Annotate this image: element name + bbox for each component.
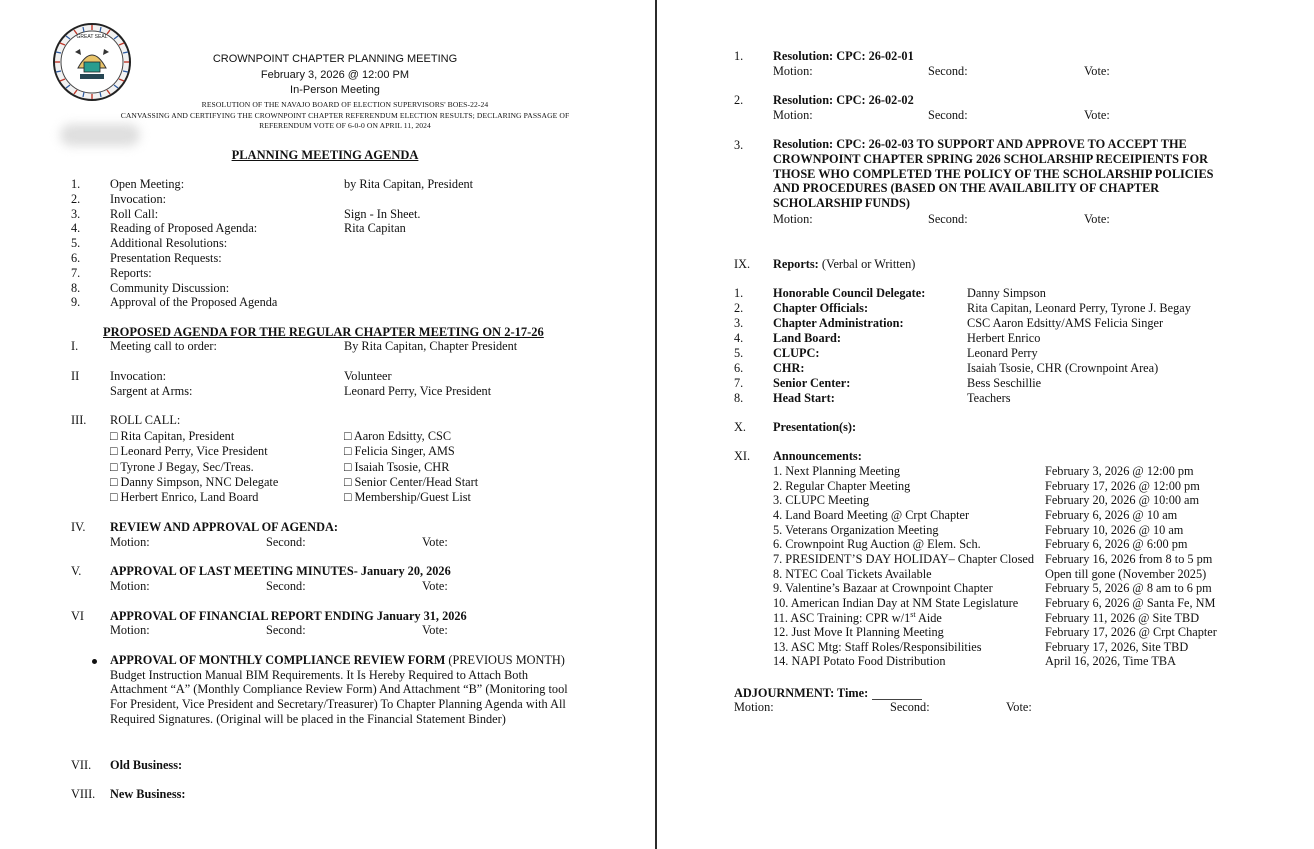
reports-sub: (Verbal or Written) [821,257,916,271]
resolution-1-vote: Vote: [1084,64,1110,78]
resolution-3-vote: Vote: [1084,212,1110,226]
meeting-type: In-Person Meeting [290,84,380,96]
presentations-label: Presentation(s): [773,420,857,434]
report-item-value: Leonard Perry [967,346,1038,360]
review-label: REVIEW AND APPROVAL OF AGENDA: [110,520,338,534]
report-item-num: 1. [734,286,744,300]
minutes-second: Second: [266,579,306,593]
invocation-value: Volunteer [344,369,392,383]
roll-call-member: □ Danny Simpson, NNC Delegate [110,474,279,489]
planning-item-label: Reading of Proposed Agenda: [110,221,258,236]
planning-item-num: 6. [71,251,81,265]
planning-item-label: Community Discussion: [110,280,230,295]
call-to-order-label: Meeting call to order: [110,339,217,353]
review-vote: Vote: [422,535,448,549]
resolution-2-second: Second: [928,108,968,122]
announcement-event: 6. Crownpoint Rug Auction @ Elem. Sch. [773,537,981,552]
call-to-order-num: I. [71,339,79,353]
announcement-event: 10. American Indian Day at NM State Legislature [773,595,1019,610]
roll-call-member: □ Herbert Enrico, Land Board [110,490,259,505]
review-motion: Motion: [110,535,150,549]
resolution-line-1: RESOLUTION OF THE NAVAJO BOARD OF ELECTION SUPERVISORS' BOES-22-24 [201,100,489,109]
roll-call-member: □ Isaiah Tsosie, CHR [344,459,450,474]
planning-item-label: Approval of the Proposed Agenda [110,295,278,310]
adjournment-heading [734,686,922,700]
announcement-date: February 17, 2026, Site TBD [1045,639,1189,654]
roll-call-label: ROLL CALL: [110,413,181,427]
planning-item-num: 9. [71,295,81,310]
report-item-label: Senior Center: [773,376,851,390]
roll-call-member: □ Membership/Guest List [344,490,471,505]
planning-item-num: 3. [71,206,81,221]
report-item-label: Head Start: [773,391,835,405]
financial-label: APPROVAL OF FINANCIAL REPORT ENDING January 31, 2026 [110,609,467,623]
reports-label: Reports: [773,257,819,271]
report-item-value: Teachers [967,391,1011,405]
resolution-1-motion: Motion: [773,64,813,78]
resolution-3-title: Resolution: CPC: 26-02-03 TO SUPPORT AND APPROVE TO ACCEPT THE CROWNPOINT CHAPTER SPRING 2026 SCHOLARSHIP RECEIPIENTS FOR THOSE WHO COMPLETED THE POLICY OF THE SCHOLARSHIP POLICIES AND PROCEDURES (BASED ON THE AVAILABILITY OF CHAPTER SCHOLARSHIP FUNDS) [773,137,1214,211]
report-item-value: CSC Aaron Edsitty/AMS Felicia Singer [967,316,1164,330]
old-business-label: Old Business: [110,758,183,772]
call-to-order-value: By Rita Capitan, Chapter President [344,339,518,353]
announcement-date: February 6, 2026 @ Santa Fe, NM [1045,595,1216,610]
financial-motion: Motion: [110,623,150,637]
adjournment-second: Second: [890,700,930,714]
report-item-value: Danny Simpson [967,286,1046,300]
announcement-date: February 5, 2026 @ 8 am to 6 pm [1045,581,1212,596]
planning-item-label: Presentation Requests: [110,251,222,265]
planning-item-value: Sign - In Sheet. [344,206,421,221]
announcement-date: February 3, 2026 @ 12:00 pm [1045,464,1194,478]
report-item-num: 2. [734,301,744,315]
report-item-num: 8. [734,391,744,405]
roll-call-member: □ Senior Center/Head Start [344,474,479,489]
announcements-label: Announcements: [773,449,862,463]
resolution-1-num: 1. [734,49,744,63]
left-page [0,0,655,849]
roll-call-member: □ Aaron Edsitty, CSC [344,429,452,443]
report-item-num: 7. [734,376,744,390]
resolution-3-second: Second: [928,212,968,226]
reports-heading [773,257,915,271]
adjournment-motion: Motion: [734,700,774,714]
announcement-date: February 20, 2026 @ 10:00 am [1045,493,1200,508]
announcements-num: XI. [734,449,751,463]
reports-num: IX. [734,257,751,271]
review-second: Second: [266,535,306,549]
roll-call-member: □ Leonard Perry, Vice President [110,444,268,459]
resolution-1-second: Second: [928,64,968,78]
announcement-event: 9. Valentine’s Bazaar at Crownpoint Chapter [773,581,993,596]
announcement-event: 8. NTEC Coal Tickets Available [773,566,932,581]
planning-item-num: 5. [71,236,81,251]
report-item-num: 5. [734,346,744,360]
new-business-label: New Business: [110,787,186,801]
new-business-num: VIII. [71,787,96,801]
resolution-2-vote: Vote: [1084,108,1110,122]
roll-call-member: □ Felicia Singer, AMS [344,444,455,459]
old-business-num: VII. [71,758,92,772]
report-item-label: CLUPC: [773,346,820,360]
resolution-2-num: 2. [734,93,744,107]
report-item-value: Herbert Enrico [967,331,1041,345]
resolution-line-2: CANVASSING AND CERTIFYING THE CROWNPOINT CHAPTER REFERENDUM ELECTION RESULTS; DECLARING PASSAGE OF [120,111,570,120]
financial-vote: Vote: [422,623,448,637]
announcement-date: February 6, 2026 @ 6:00 pm [1045,537,1188,552]
resolution-2-motion: Motion: [773,108,813,122]
announcement-date: February 17, 2026 @ Crpt Chapter [1045,625,1217,640]
announcement-event: 12. Just Move It Planning Meeting [773,625,944,640]
announcement-event: 13. ASC Mtg: Staff Roles/Responsibilities [773,639,982,654]
report-item-label: Chapter Administration: [773,316,904,330]
svg-text:GREAT SEAL: GREAT SEAL [76,34,108,40]
planning-item-label: Roll Call: [110,206,159,221]
announcement-date: February 10, 2026 @ 10 am [1045,522,1184,537]
announcement-event: 7. PRESIDENT’S DAY HOLIDAY– Chapter Closed [773,551,1034,566]
announcement-date: Open till gone (November 2025) [1045,566,1207,581]
minutes-label: APPROVAL OF LAST MEETING MINUTES- January 20, 2026 [110,564,451,578]
review-num: IV. [71,520,86,534]
presentations-num: X. [734,420,746,434]
roll-call-member: □ Tyrone J Begay, Sec/Treas. [110,459,254,474]
report-item-value: Isaiah Tsosie, CHR (Crownpoint Area) [967,361,1159,375]
planning-item-label: Additional Resolutions: [110,236,228,251]
announcement-date: April 16, 2026, Time TBA [1045,654,1176,669]
navajo-nation-seal [48,22,136,102]
report-item-label: Chapter Officials: [773,301,869,315]
planning-item-value: Rita Capitan [344,221,406,236]
announcement-event: 2. Regular Chapter Meeting [773,478,911,493]
announcement-event: 4. Land Board Meeting @ Crpt Chapter [773,507,970,522]
planning-item-num: 7. [71,265,81,280]
financial-second: Second: [266,623,306,637]
financial-num: VI [71,609,84,623]
adjournment-label: ADJOURNMENT: Time: [734,686,869,700]
report-item-value: Bess Seschillie [967,376,1042,390]
sargent-label: Sargent at Arms: [110,384,193,398]
compliance-text: (PREVIOUS MONTH) Budget Instruction Manual BIM Requirements. It Is Hereby Required to Attach Both Attachment “A” (Monthly Compliance Review Form) And Attachment “B” (Monitoring tool For President, Vice President and Secretary/Treasurer) To Chapter Planning Agenda with All Required Signatures. (Original will be placed in the Financial Statement Binder) [110,653,568,726]
planning-item-num: 8. [71,280,81,295]
report-item-num: 3. [734,316,744,330]
announcement-date: February 16, 2026 from 8 to 5 pm [1045,551,1213,566]
planning-item-label: Invocation: [110,191,167,206]
minutes-motion: Motion: [110,579,150,593]
minutes-num: V. [71,564,82,578]
right-page [657,0,1314,849]
sargent-value: Leonard Perry, Vice President [344,384,492,398]
announcement-event: 5. Veterans Organization Meeting [773,522,939,537]
announcement-event: 3. CLUPC Meeting [773,493,869,508]
compliance-bold: APPROVAL OF MONTHLY COMPLIANCE REVIEW FORM [110,653,446,667]
compliance-paragraph [110,653,580,727]
planning-item-value: by Rita Capitan, President [344,177,474,191]
roll-call-member: □ Rita Capitan, President [110,429,235,443]
planning-item-num: 1. [71,177,81,191]
resolution-1-title: Resolution: CPC: 26-02-01 [773,49,914,63]
adjournment-vote: Vote: [1006,700,1032,714]
announcement-event: 1. Next Planning Meeting [773,464,901,478]
announcement-event: 11. ASC Training: CPR w/1st Aide [773,609,942,625]
meeting-title: CROWNPOINT CHAPTER PLANNING MEETING [212,53,458,65]
meeting-date: February 3, 2026 @ 12:00 PM [260,69,410,81]
announcement-date: February 6, 2026 @ 10 am [1045,507,1178,522]
report-item-num: 4. [734,331,744,345]
report-item-value: Rita Capitan, Leonard Perry, Tyrone J. Begay [967,301,1191,315]
planning-item-num: 4. [71,221,81,236]
planning-agenda-title: PLANNING MEETING AGENDA [231,148,419,162]
planning-item-label: Reports: [110,265,152,280]
announcement-date: February 11, 2026 @ Site TBD [1045,610,1200,625]
report-item-num: 6. [734,361,744,375]
roll-call-num: III. [71,413,87,427]
regular-agenda-title: PROPOSED AGENDA FOR THE REGULAR CHAPTER MEETING ON 2-17-26 [103,325,544,339]
invocation-label: Invocation: [110,369,167,383]
time-blank [872,688,922,700]
announcement-date: February 17, 2026 @ 12:00 pm [1045,478,1200,493]
announcement-event: 14. NAPI Potato Food Distribution [773,654,946,669]
report-item-label: Honorable Council Delegate: [773,286,926,300]
resolution-line-3: REFERENDUM VOTE OF 6-0-0 ON APRIL 11, 2024 [259,121,431,130]
planning-item-label: Open Meeting: [110,177,185,191]
planning-item-num: 2. [71,191,81,206]
resolution-3-num: 3. [734,138,744,152]
bullet-point [92,659,97,664]
report-item-label: Land Board: [773,331,841,345]
report-item-label: CHR: [773,361,805,375]
resolution-2-title: Resolution: CPC: 26-02-02 [773,93,914,107]
resolution-3-motion: Motion: [773,212,813,226]
invocation-num: II [71,369,80,383]
minutes-vote: Vote: [422,579,448,593]
